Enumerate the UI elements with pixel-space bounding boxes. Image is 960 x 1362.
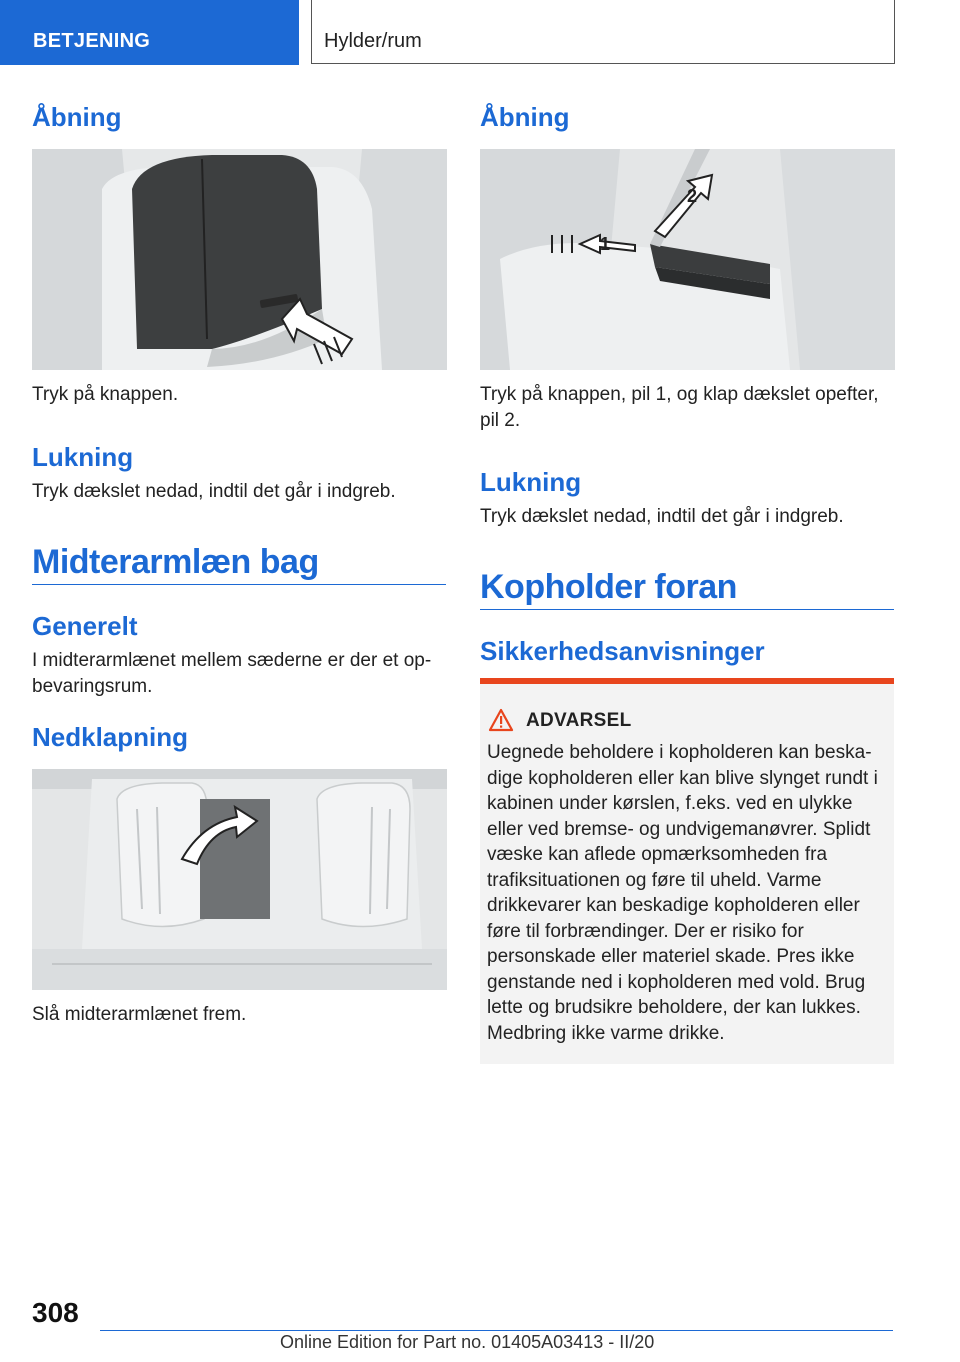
section-label: BETJENING [33,30,151,52]
footer-rule [100,1330,893,1331]
general-heading: Generelt [32,611,138,641]
page-number: 308 [32,1297,79,1328]
rear-armrest-open-figure [480,149,895,370]
chapter-label: Hylder/rum [324,30,422,52]
opening-caption: Tryk på knappen. [32,384,179,405]
footer-edition: Online Edition for Part no. 01405A03413 - II/20 [280,1332,655,1352]
section-tab [0,0,299,65]
warning-text: Uegnede beholdere i kopholderen kan beskadige kopholderen eller kan blive slynget rundt i kabinen under kørslen, f.eks. ved en ulykke eller ved bremse- og undvigemanøvrer. Splidt væske kan aflede opmærksomheden fra trafiksituationen og føre til uheld. Varme drikkevarer kan beskadige kopholderen eller føre til forbrændinger. Der er risiko for personskade eller materiel skade. Pres ikke genstande ned i kopholderen med vold. Brug lette og brudsikre beholdere, der kan lukkes. Medbring ikke varme drikke. [487,742,878,1044]
rear-closing-heading: Lukning [480,467,582,497]
section-rule [480,609,894,610]
rear-closing-text: Tryk dækslet nedad, indtil det går i indgreb. [480,506,844,527]
folddown-heading: Nedklapning [32,722,189,752]
warning-triangle-icon [488,708,514,732]
armrest-folddown-figure [32,769,447,990]
general-text: I midterarmlænet mellem sæderne er der et opbevaringsrum. [32,650,432,697]
warning-label: ADVARSEL [526,710,632,731]
chapter-box [311,0,895,64]
opening-heading: Åbning [32,102,122,132]
warning-box [480,678,894,1064]
armrest-section-heading: Midterarmlæn bag [32,543,319,581]
closing-heading: Lukning [32,442,134,472]
rear-opening-caption: Tryk på knappen, pil 1, og klap dækslet opefter, pil 2. [480,384,879,431]
cupholder-section-heading: Kopholder foran [480,568,737,606]
safety-heading: Sikkerhedsanvisninger [480,636,765,666]
armrest-open-figure [32,149,447,370]
closing-text: Tryk dækslet nedad, indtil det går i indgreb. [32,481,396,502]
arrow-2-label: 2 [687,186,698,206]
arrow-1-label: 1 [600,234,611,254]
section-rule [32,584,446,585]
folddown-caption: Slå midterarmlænet frem. [32,1004,247,1025]
rear-opening-heading: Åbning [480,102,570,132]
